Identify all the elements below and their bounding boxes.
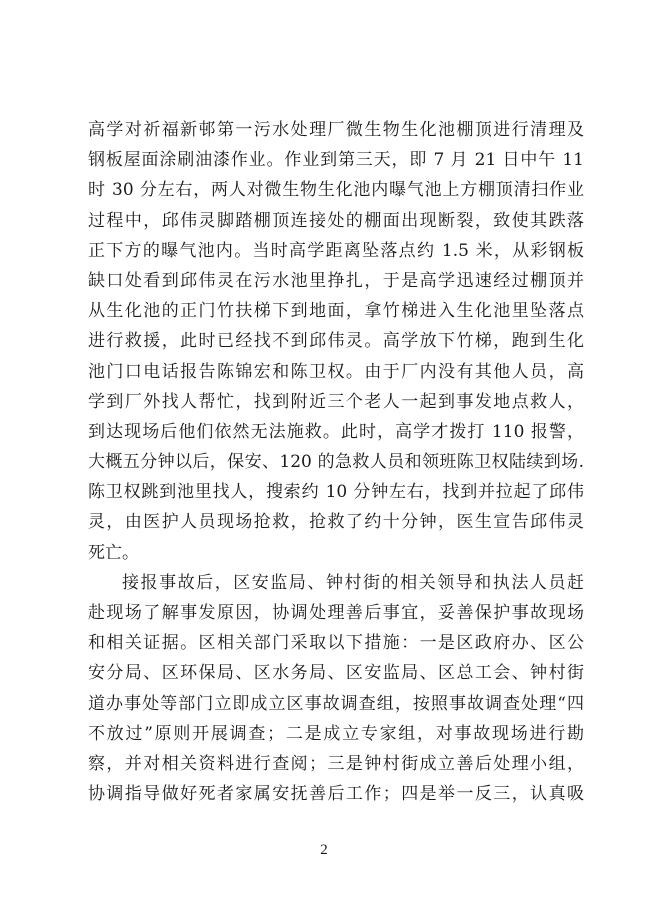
text-line: 进行救援，此时已经找不到邱伟灵。高学放下竹梯，跑到生化 (88, 331, 584, 352)
text-line: 不放过”原则开展调查；二是成立专家组，对事故现场进行勘 (88, 723, 584, 744)
paragraph-1 (88, 115, 584, 568)
text-line: 学到厂外找人帮忙，找到附近三个老人一起到事发地点救人， (88, 391, 584, 412)
text-line: 陈卫权跳到池里找人，搜索约 10 分钟左右，找到并拉起了邱伟 (88, 482, 584, 503)
text-line: 池门口电话报告陈锦宏和陈卫权。由于厂内没有其他人员，高 (88, 361, 584, 382)
text-line: 赴现场了解事发原因，协调处理善后事宜，妥善保护事故现场 (88, 603, 584, 623)
text-line: 大概五分钟以后，保安、120 的急救人员和领班陈卫权陆续到场. (88, 452, 584, 473)
text-line: 钢板屋面涂刷油漆作业。作业到第三天，即 7 月 21 日中午 11 (88, 150, 584, 171)
text-line: 高学对祈福新邨第一污水处理厂微生物生化池棚顶进行清理及 (88, 120, 584, 140)
text-line: 灵，由医护人员现场抢救，抢救了约十分钟，医生宣告邱伟灵 (88, 512, 584, 533)
text-line: 过程中，邱伟灵脚踏棚顶连接处的棚面出现断裂，致使其跌落 (88, 210, 584, 231)
text-line: 安分局、区环保局、区水务局、区安监局、区总工会、钟村街 (88, 663, 584, 684)
text-line: 接报事故后，区安监局、钟村街的相关领导和执法人员赶 (122, 572, 584, 593)
text-line: 死亡。 (88, 542, 139, 563)
text-line: 协调指导做好死者家属安抚善后工作；四是举一反三，认真吸 (88, 784, 584, 805)
text-line: 到达现场后他们依然无法施救。此时，高学才拨打 110 报警， (88, 421, 584, 442)
text-line: 道办事处等部门立即成立区事故调查组，按照事故调查处理“四 (88, 693, 584, 714)
text-line: 时 30 分左右，两人对微生物生化池内曝气池上方棚顶清扫作业 (88, 180, 584, 201)
text-line: 缺口处看到邱伟灵在污水池里挣扎，于是高学迅速经过棚顶并 (88, 270, 584, 291)
paragraph-2 (88, 568, 584, 810)
text-line: 察，并对相关资料进行查阅；三是钟村街成立善后处理小组， (88, 753, 584, 774)
page-number: 2 (320, 842, 328, 858)
body-text (88, 115, 584, 809)
text-line: 从生化池的正门竹扶梯下到地面，拿竹梯进入生化池里坠落点 (88, 301, 584, 322)
text-line: 正下方的曝气池内。当时高学距离坠落点约 1.5 米，从彩钢板 (88, 240, 584, 261)
text-line: 和相关证据。区相关部门采取以下措施：一是区政府办、区公 (88, 633, 584, 654)
